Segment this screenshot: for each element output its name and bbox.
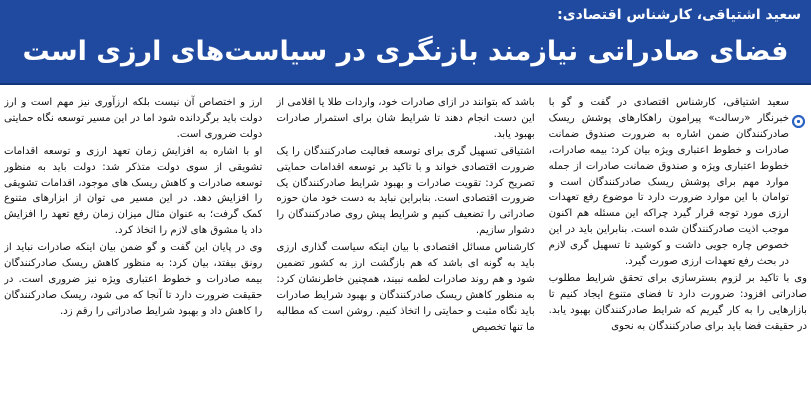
paragraph: اشتیاقی تسهیل گری برای توسعه فعالیت صادرکنندگان را یک ضرورت اقتصادی خواند و با تاکید بر توسعه اقدامات حمایتی تصریح کرد: تقویت صادرات و بهبود شرایط صادرکنندگان یک ضرورت اقتصادی است. بنابراین نباید به دست خود مان حوزه صادراتی را تضعیف کنیم و شرایط پیش روی صادرکنندگان را دشوار سازیم. xyxy=(276,145,535,237)
article-column-3 xyxy=(4,95,262,408)
paragraph: سعید اشتیاقی، کارشناس اقتصادی در گفت و گو با خبرنگار «رسالت» پیرامون راهکارهای پوشش ریسک صادرکنندگان ضمن اشاره به ضرورت صندوق ضمانت صادرات و خطوط اعتباری ویژه بیان کرد: بیمه صادرات، خطوط اعتباری ویژه و صندوق ضمانت صادرات از جمله موارد مهم برای پوشش ریسک صادرکنندگان است و توامان با این موارد ضرورت دارد تا موضوع رفع تعهدات ارزی مورد توجه قرار گیرد چراکه این مسئله هم اکنون موجب اذیت صادرکنندگان شده است. بنابراین باید در این خصوص چاره جویی داشت و کوشید تا تسهیل گری لازم در بحث رفع تعهدات ارزی صورت گیرد. xyxy=(548,97,789,268)
article-header xyxy=(0,0,811,85)
paragraph: ارز و اختصاص آن نیست بلکه ارزآوری نیز مهم است و ارز دولت باید برگردانده شود اما در این مسیر توسعه نگاه حمایتی دولت ضروری است. xyxy=(4,97,263,140)
paragraph: باشد که بتوانند در ازای صادرات خود، واردات طلا یا اقلامی از این دست انجام دهند تا شرایط شان برای استمرار صادرات بهبود یابد. xyxy=(276,97,535,140)
article-column-1 xyxy=(549,95,807,408)
article-headline: فضای صادراتی نیازمند بازنگری در سیاست‌های ارزی است xyxy=(22,36,789,67)
paragraph: وی با تاکید بر لزوم بسترسازی برای تحقق شرایط مطلوب صادراتی افزود: ضرورت دارد تا فضای متنوع ایجاد کنیم تا بازارهایی را به کار گیریم که شرایط صادرکنندگان بهبود یابد. در حقیقت فضا باید برای صادرکنندگان به نحوی xyxy=(548,272,807,332)
article-kicker: سعید اشتیاقی، کارشناس اقتصادی: xyxy=(557,7,801,23)
article-body xyxy=(4,95,807,408)
paragraph: او با اشاره به افزایش زمان تعهد ارزی و توسعه اقدامات تشویقی از سوی دولت متذکر شد: دولت باید به منظور توسعه صادرات و کاهش ریسک های موجود، اقدامات تشویقی را افزایش دهد. در این مسیر می توان از ابزارهای متنوع کمک گرفت؛ به عنوان مثال میزان زمان رفع تعهد را افزایش داد یا مشوق های لازم را اتخاذ کرد. xyxy=(4,145,263,237)
article-column-2 xyxy=(276,95,534,408)
paragraph: وی در پایان این گفت و گو ضمن بیان اینکه صادرات نباید از رونق بیفتد، بیان کرد: به منظور کاهش ریسک صادرکنندگان بیمه صادرات و خطوط اعتباری ویژه نیز ضروری است. در حقیقت ضرورت دارد تا آنجا که می شود، ریسک صادرکنندگان را کاهش داد و بهبود شرایط صادراتی را رقم زد. xyxy=(4,242,263,317)
paragraph: کارشناس مسائل اقتصادی با بیان اینکه سیاست گذاری ارزی باید به گونه ای باشد که هم بازگشت ارز به کشور تضمین شود و هم روند صادرات لطمه نبیند، همچنین خاطرنشان کرد: به منظور کاهش ریسک صادرکنندگان و بهبود شرایط صادرات باید نگاه مثبت و حمایتی را اتخاذ کنیم. روشن است که مطالبه ما تنها تخصیص xyxy=(276,242,535,333)
